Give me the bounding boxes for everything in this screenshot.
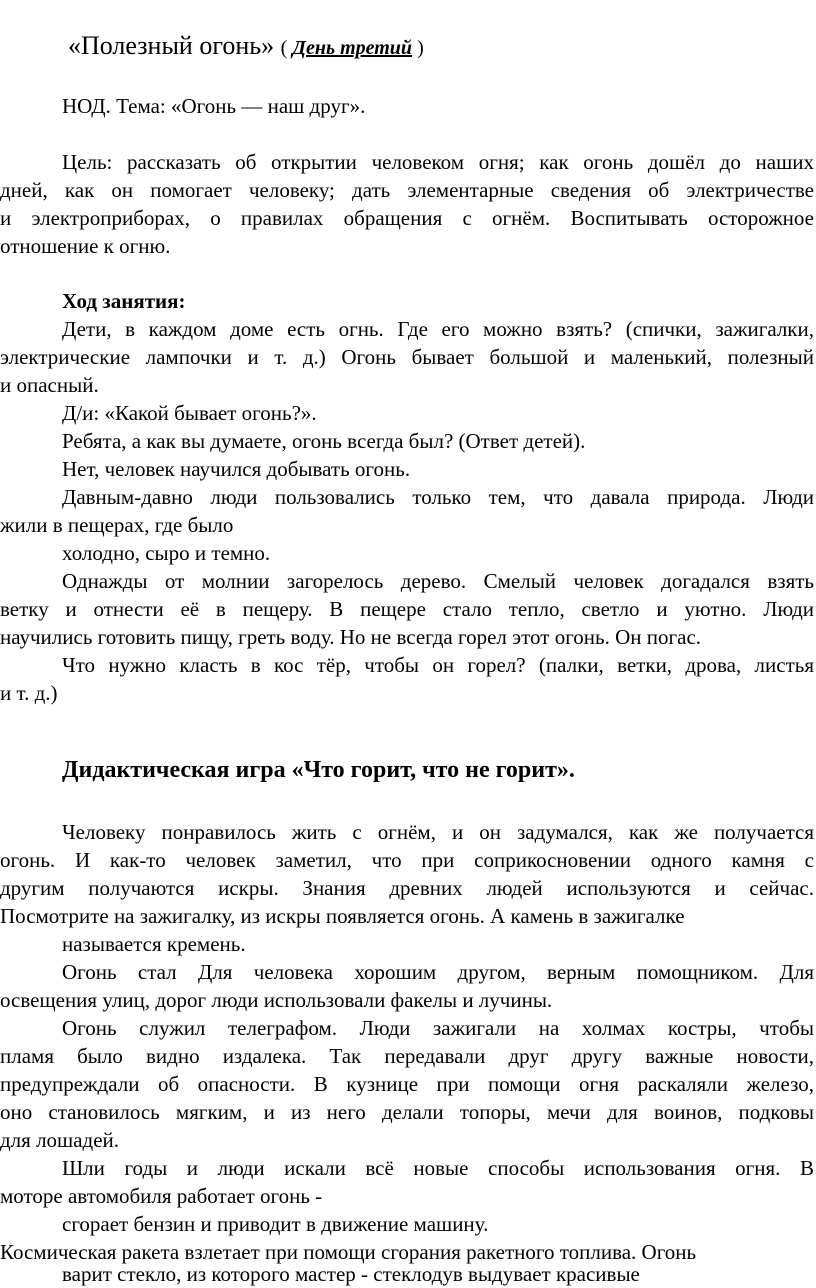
game-line-4: Посмотрите на зажигалку, из искры появляется огонь. А камень в зажигалке bbox=[0, 904, 685, 928]
game-line-8: Огонь служил телеграфом. Люди зажигали на холмах костры, чтобы bbox=[62, 1016, 814, 1040]
lesson-heading: Ход занятия: bbox=[62, 289, 186, 313]
title-day-group bbox=[281, 37, 424, 59]
game-line-3: другим получаются искры. Знания древних людей используются и сейчас. bbox=[0, 876, 814, 900]
lesson-line-13: Что нужно класть в кос тёр, чтобы он горел? (палки, ветки, дрова, листья bbox=[62, 653, 814, 677]
theme-line: НОД. Тема: «Огонь — наш друг». bbox=[62, 94, 366, 118]
lesson-line-3: и опасный. bbox=[0, 373, 99, 397]
game-line-12: для лошадей. bbox=[0, 1128, 120, 1152]
lesson-line-10: Однажды от молнии загорелось дерево. Смелый человек догадался взять bbox=[62, 569, 814, 593]
game-line-11: оно становилось мягким, и из него делали топоры, мечи для воинов, подковы bbox=[0, 1100, 814, 1124]
game-line-2: огонь. И как-то человек заметил, что при соприкосновении одного камня с bbox=[0, 848, 814, 872]
goal-line-1: Цель: рассказать об открытии человеком огня; как огонь дошёл до наших bbox=[62, 150, 814, 174]
lesson-line-14: и т. д.) bbox=[0, 681, 58, 705]
title-main: «Полезный огонь» bbox=[68, 31, 275, 60]
game-line-17: варит стекло, из которого мастер - стеклодув выдувает красивые bbox=[62, 1262, 640, 1286]
lesson-line-2: электрические лампочки и т. д.) Огонь бывает большой и маленький, полезный bbox=[0, 345, 814, 369]
lesson-line-6: Нет, человек научился добывать огонь. bbox=[62, 457, 411, 481]
goal-line-3: и электроприборах, о правилах обращения с огнём. Воспитывать осторожное bbox=[0, 206, 814, 230]
title-day: День третий bbox=[292, 37, 413, 59]
lesson-line-1: Дети, в каждом доме есть огнь. Где его можно взять? (спички, зажигалки, bbox=[62, 317, 814, 341]
game-line-13: Шли годы и люди искали всё новые способы использования огня. В bbox=[62, 1156, 814, 1180]
lesson-line-9: холодно, сыро и темно. bbox=[62, 541, 271, 565]
game-line-15: сгорает бензин и приводит в движение машину. bbox=[62, 1212, 489, 1236]
lesson-line-4: Д/и: «Какой бывает огонь?». bbox=[62, 401, 317, 425]
lesson-line-5: Ребята, а как вы думаете, огонь всегда был? (Ответ детей). bbox=[62, 429, 586, 453]
game-line-5: называется кремень. bbox=[62, 932, 246, 956]
goal-line-4: отношение к огню. bbox=[0, 234, 171, 258]
lesson-line-8: жили в пещерах, где было bbox=[0, 513, 234, 537]
lesson-line-12: научились готовить пищу, греть воду. Но не всегда горел этот огонь. Он погас. bbox=[0, 625, 702, 649]
lesson-line-7: Давным-давно люди пользовались только тем, что давала природа. Люди bbox=[62, 485, 814, 509]
game-line-7: освещения улиц, дорог люди использовали факелы и лучины. bbox=[0, 988, 553, 1012]
title-close-paren: ) bbox=[417, 37, 424, 59]
game-line-6: Огонь стал Для человека хорошим другом, верным помощником. Для bbox=[62, 960, 814, 984]
game-line-14: моторе автомобиля работает огонь - bbox=[0, 1184, 323, 1208]
game-line-9: пламя было видно издалека. Так передавали друг другу важные новости, bbox=[0, 1044, 814, 1068]
game-line-1: Человеку понравилось жить с огнём, и он задумался, как же получается bbox=[62, 820, 814, 844]
lesson-line-11: ветку и отнести её в пещеру. В пещере стало тепло, светло и уютно. Люди bbox=[0, 597, 814, 621]
title-open-paren: ( bbox=[280, 37, 288, 59]
goal-line-2: дней, как он помогает человеку; дать элементарные сведения об электричестве bbox=[0, 178, 814, 202]
game-heading: Дидактическая игра «Что горит, что не горит». bbox=[62, 757, 575, 783]
document-title bbox=[68, 28, 424, 66]
game-line-16: Космическая ракета взлетает при помощи сгорания ракетного топлива. Огонь bbox=[0, 1240, 697, 1264]
game-line-10: предупреждали об опасности. В кузнице при помощи огня раскаляли железо, bbox=[0, 1072, 814, 1096]
